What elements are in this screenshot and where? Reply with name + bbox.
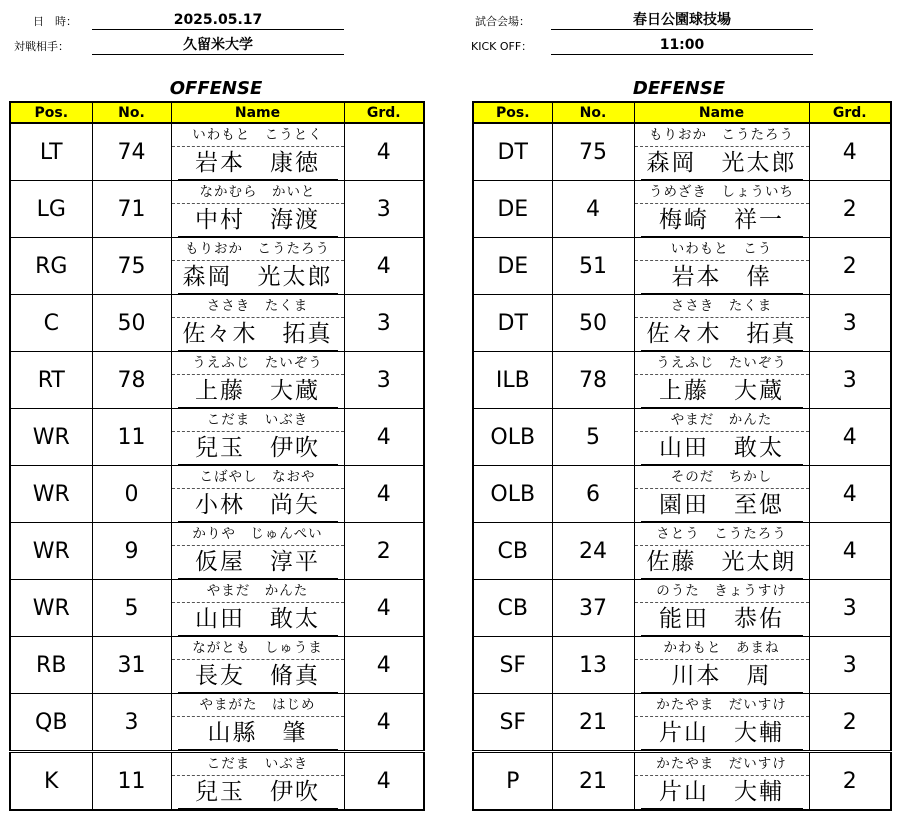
name-kanji: 佐々木 拓真 <box>178 318 338 351</box>
name-kanji: 山田 敢太 <box>178 603 338 636</box>
player-row <box>473 466 891 523</box>
offense-title: OFFENSE <box>169 78 263 99</box>
position-cell: P <box>473 752 552 811</box>
grade-cell: 4 <box>344 694 424 752</box>
name-kana: なかむら かいと <box>172 181 344 204</box>
name-kanji: 山縣 肇 <box>178 717 338 750</box>
grade-cell: 4 <box>344 580 424 637</box>
name-kana: いわもと こう <box>635 238 809 261</box>
player-row <box>10 580 424 637</box>
grade-cell: 4 <box>809 123 891 181</box>
player-row <box>473 409 891 466</box>
player-row <box>473 181 891 238</box>
number-cell: 21 <box>552 694 634 752</box>
grade-cell: 2 <box>809 694 891 752</box>
col-grd: Grd. <box>344 102 424 123</box>
name-kanji: 兒玉 伊吹 <box>178 432 338 465</box>
name-cell <box>171 752 344 811</box>
name-kanji: 森岡 光太郎 <box>641 147 803 180</box>
number-cell: 75 <box>552 123 634 181</box>
opponent-value: 久留米大学 <box>92 36 344 55</box>
kickoff-value: 11:00 <box>551 36 813 55</box>
player-row <box>10 238 424 295</box>
player-row <box>10 409 424 466</box>
name-kanji: 岩本 康徳 <box>178 147 338 180</box>
position-cell: QB <box>10 694 92 752</box>
grade-cell: 4 <box>809 466 891 523</box>
name-kana: うめざき しょういち <box>635 181 809 204</box>
defense-table <box>472 101 892 811</box>
name-cell <box>171 352 344 409</box>
position-cell: ILB <box>473 352 552 409</box>
position-cell: WR <box>10 409 92 466</box>
number-cell: 11 <box>92 752 171 811</box>
col-name: Name <box>634 102 809 123</box>
name-cell <box>171 694 344 752</box>
name-kanji: 中村 海渡 <box>178 204 338 237</box>
player-row <box>473 123 891 181</box>
name-cell <box>171 409 344 466</box>
name-kanji: 上藤 大蔵 <box>641 375 803 408</box>
name-kana: やまがた はじめ <box>172 694 344 717</box>
name-kanji: 兒玉 伊吹 <box>178 776 338 809</box>
name-kana: かりや じゅんぺい <box>172 523 344 546</box>
name-kanji: 小林 尚矢 <box>178 489 338 522</box>
name-kana: かわもと あまね <box>635 637 809 660</box>
name-cell <box>634 181 809 238</box>
number-cell: 50 <box>92 295 171 352</box>
player-row <box>473 637 891 694</box>
name-kanji: 仮屋 淳平 <box>178 546 338 579</box>
name-kana: ささき たくま <box>635 295 809 318</box>
name-cell <box>634 295 809 352</box>
number-cell: 78 <box>92 352 171 409</box>
name-kana: やまだ かんた <box>172 580 344 603</box>
grade-cell: 4 <box>809 523 891 580</box>
name-kana: こだま いぶき <box>172 409 344 432</box>
position-cell: K <box>10 752 92 811</box>
name-kanji: 長友 脩真 <box>178 660 338 693</box>
name-kana: やまだ かんた <box>635 409 809 432</box>
number-cell: 50 <box>552 295 634 352</box>
number-cell: 21 <box>552 752 634 811</box>
kickoff-label: KICK OFF： <box>471 40 533 53</box>
position-cell: OLB <box>473 409 552 466</box>
name-kana: のうた きょうすけ <box>635 580 809 603</box>
grade-cell: 4 <box>344 752 424 811</box>
name-kana: いわもと こうとく <box>172 124 344 147</box>
name-kana: もりおか こうたろう <box>172 238 344 261</box>
position-cell: RT <box>10 352 92 409</box>
grade-cell: 4 <box>344 123 424 181</box>
name-kana: ささき たくま <box>172 295 344 318</box>
name-cell <box>634 752 809 811</box>
number-cell: 6 <box>552 466 634 523</box>
number-cell: 5 <box>92 580 171 637</box>
name-cell <box>634 523 809 580</box>
player-row <box>473 238 891 295</box>
col-name: Name <box>171 102 344 123</box>
col-pos: Pos. <box>473 102 552 123</box>
position-cell: DT <box>473 123 552 181</box>
col-grd: Grd. <box>809 102 891 123</box>
name-cell <box>171 123 344 181</box>
name-cell <box>634 409 809 466</box>
name-kanji: 梅崎 祥一 <box>641 204 803 237</box>
number-cell: 4 <box>552 181 634 238</box>
number-cell: 51 <box>552 238 634 295</box>
position-cell: WR <box>10 523 92 580</box>
name-kanji: 川本 周 <box>641 660 803 693</box>
name-kana: かたやま だいすけ <box>635 753 809 776</box>
col-no: No. <box>92 102 171 123</box>
position-cell: SF <box>473 637 552 694</box>
name-cell <box>634 466 809 523</box>
opponent-label: 対戦相手： <box>14 40 69 53</box>
player-row <box>473 295 891 352</box>
name-kana: こばやし なおや <box>172 466 344 489</box>
position-cell: RB <box>10 637 92 694</box>
player-row <box>10 637 424 694</box>
number-cell: 5 <box>552 409 634 466</box>
grade-cell: 4 <box>809 409 891 466</box>
name-cell <box>171 466 344 523</box>
name-cell <box>634 238 809 295</box>
grade-cell: 2 <box>344 523 424 580</box>
offense-table <box>9 101 425 811</box>
name-kanji: 森岡 光太郎 <box>178 261 338 294</box>
grade-cell: 2 <box>809 181 891 238</box>
grade-cell: 4 <box>344 409 424 466</box>
number-cell: 78 <box>552 352 634 409</box>
player-row <box>10 123 424 181</box>
name-kanji: 佐々木 拓真 <box>641 318 803 351</box>
grade-cell: 4 <box>344 637 424 694</box>
player-row <box>10 694 424 752</box>
player-row <box>10 352 424 409</box>
grade-cell: 3 <box>809 352 891 409</box>
player-row <box>473 694 891 752</box>
grade-cell: 2 <box>809 752 891 811</box>
player-row <box>10 523 424 580</box>
position-cell: CB <box>473 580 552 637</box>
date-value: 2025.05.17 <box>92 11 344 30</box>
name-kana: かたやま だいすけ <box>635 694 809 717</box>
offense-header-row <box>10 102 424 123</box>
name-kana: こだま いぶき <box>172 753 344 776</box>
name-kanji: 片山 大輔 <box>641 717 803 750</box>
name-kana: もりおか こうたろう <box>635 124 809 147</box>
grade-cell: 3 <box>809 637 891 694</box>
name-kana: さとう こうたろう <box>635 523 809 546</box>
name-cell <box>634 694 809 752</box>
position-cell: DE <box>473 181 552 238</box>
player-row <box>10 181 424 238</box>
col-no: No. <box>552 102 634 123</box>
name-cell <box>634 123 809 181</box>
name-kanji: 上藤 大蔵 <box>178 375 338 408</box>
name-cell <box>634 352 809 409</box>
number-cell: 3 <box>92 694 171 752</box>
position-cell: SF <box>473 694 552 752</box>
name-cell <box>171 181 344 238</box>
position-cell: C <box>10 295 92 352</box>
position-cell: OLB <box>473 466 552 523</box>
number-cell: 24 <box>552 523 634 580</box>
name-kana: そのだ ちかし <box>635 466 809 489</box>
position-cell: LT <box>10 123 92 181</box>
name-kanji: 片山 大輔 <box>641 776 803 809</box>
number-cell: 37 <box>552 580 634 637</box>
number-cell: 13 <box>552 637 634 694</box>
name-kanji: 能田 恭佑 <box>641 603 803 636</box>
name-kanji: 山田 敢太 <box>641 432 803 465</box>
defense-header-row <box>473 102 891 123</box>
player-row <box>10 752 424 811</box>
position-cell: DE <box>473 238 552 295</box>
grade-cell: 3 <box>809 295 891 352</box>
number-cell: 9 <box>92 523 171 580</box>
name-cell <box>171 637 344 694</box>
venue-label: 試合会場： <box>475 15 530 28</box>
name-cell <box>171 295 344 352</box>
date-label: 日 時： <box>33 15 77 28</box>
position-cell: CB <box>473 523 552 580</box>
venue-value: 春日公園球技場 <box>551 11 813 30</box>
name-cell <box>634 637 809 694</box>
grade-cell: 4 <box>344 466 424 523</box>
position-cell: RG <box>10 238 92 295</box>
name-kana: ながとも しゅうま <box>172 637 344 660</box>
grade-cell: 3 <box>809 580 891 637</box>
number-cell: 11 <box>92 409 171 466</box>
position-cell: LG <box>10 181 92 238</box>
grade-cell: 2 <box>809 238 891 295</box>
position-cell: DT <box>473 295 552 352</box>
grade-cell: 3 <box>344 295 424 352</box>
player-row <box>473 752 891 811</box>
name-kanji: 佐藤 光太朗 <box>641 546 803 579</box>
number-cell: 71 <box>92 181 171 238</box>
grade-cell: 4 <box>344 238 424 295</box>
name-kanji: 園田 至偲 <box>641 489 803 522</box>
grade-cell: 3 <box>344 181 424 238</box>
grade-cell: 3 <box>344 352 424 409</box>
name-kana: うえふじ たいぞう <box>635 352 809 375</box>
col-pos: Pos. <box>10 102 92 123</box>
position-cell: WR <box>10 466 92 523</box>
player-row <box>473 580 891 637</box>
number-cell: 0 <box>92 466 171 523</box>
number-cell: 31 <box>92 637 171 694</box>
name-kana: うえふじ たいぞう <box>172 352 344 375</box>
number-cell: 75 <box>92 238 171 295</box>
defense-title: DEFENSE <box>632 78 726 99</box>
name-kanji: 岩本 倖 <box>641 261 803 294</box>
name-cell <box>634 580 809 637</box>
player-row <box>473 523 891 580</box>
name-cell <box>171 238 344 295</box>
player-row <box>473 352 891 409</box>
position-cell: WR <box>10 580 92 637</box>
name-cell <box>171 580 344 637</box>
player-row <box>10 466 424 523</box>
player-row <box>10 295 424 352</box>
number-cell: 74 <box>92 123 171 181</box>
name-cell <box>171 523 344 580</box>
